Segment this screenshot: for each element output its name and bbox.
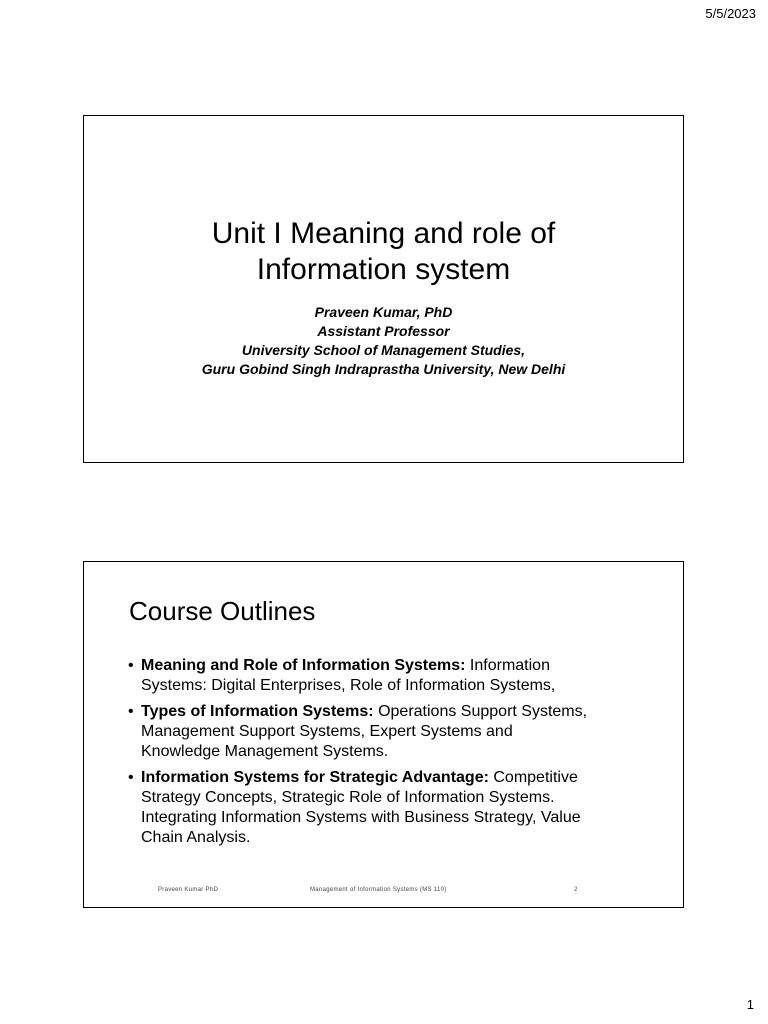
author-university: Guru Gobind Singh Indraprastha University, New Delhi (201, 361, 566, 377)
footer-course: Management of Information Systems (MS 110) (310, 887, 447, 893)
bullet-line (141, 656, 648, 676)
bullet-line: Management Support Systems, Expert Systems and (141, 723, 513, 740)
author-department: University School of Management Studies, (241, 342, 526, 358)
bullet-line: Knowledge Management Systems. (141, 743, 389, 760)
bullet-heading: Information Systems for Strategic Advantage: (141, 769, 489, 786)
bullet-line: Systems: Digital Enterprises, Role of Information Systems, (141, 677, 556, 694)
course-outline-list (128, 656, 648, 854)
bullet-icon: • (128, 703, 134, 720)
footer-author: Praveen Kumar PhD (158, 887, 219, 893)
bullet-line: Integrating Information Systems with Business Strategy, Value (141, 809, 581, 826)
slide-1 (83, 115, 684, 463)
bullet-line (141, 702, 648, 722)
footer-slide-number: 2 (574, 887, 578, 893)
list-item (128, 702, 648, 762)
author-block (84, 303, 683, 379)
bullet-line: Chain Analysis. (141, 829, 251, 846)
bullet-heading: Types of Information Systems: (141, 703, 374, 720)
slide-1-title-line: Information system (256, 253, 511, 286)
slide-2-title: Course Outlines (129, 596, 316, 626)
bullet-line: Strategy Concepts, Strategic Role of Information Systems. (141, 789, 555, 806)
bullet-heading: Meaning and Role of Information Systems: (141, 657, 466, 674)
slide-1-title-line: Unit I Meaning and role of (211, 217, 556, 250)
bullet-text: Competitive (488, 769, 578, 786)
bullet-icon: • (128, 769, 134, 786)
slide-2 (83, 561, 684, 908)
author-name: Praveen Kumar, PhD (314, 304, 453, 320)
slide-1-title (84, 216, 683, 288)
author-position: Assistant Professor (317, 323, 450, 339)
list-item (128, 768, 648, 848)
print-date: 5/5/2023 (705, 6, 756, 21)
slide-footer (84, 887, 683, 897)
page-number: 1 (746, 997, 754, 1012)
list-item (128, 656, 648, 696)
bullet-icon: • (128, 657, 134, 674)
bullet-line (141, 768, 648, 788)
bullet-text: Operations Support Systems, (373, 703, 588, 720)
bullet-text: Information (465, 657, 550, 674)
